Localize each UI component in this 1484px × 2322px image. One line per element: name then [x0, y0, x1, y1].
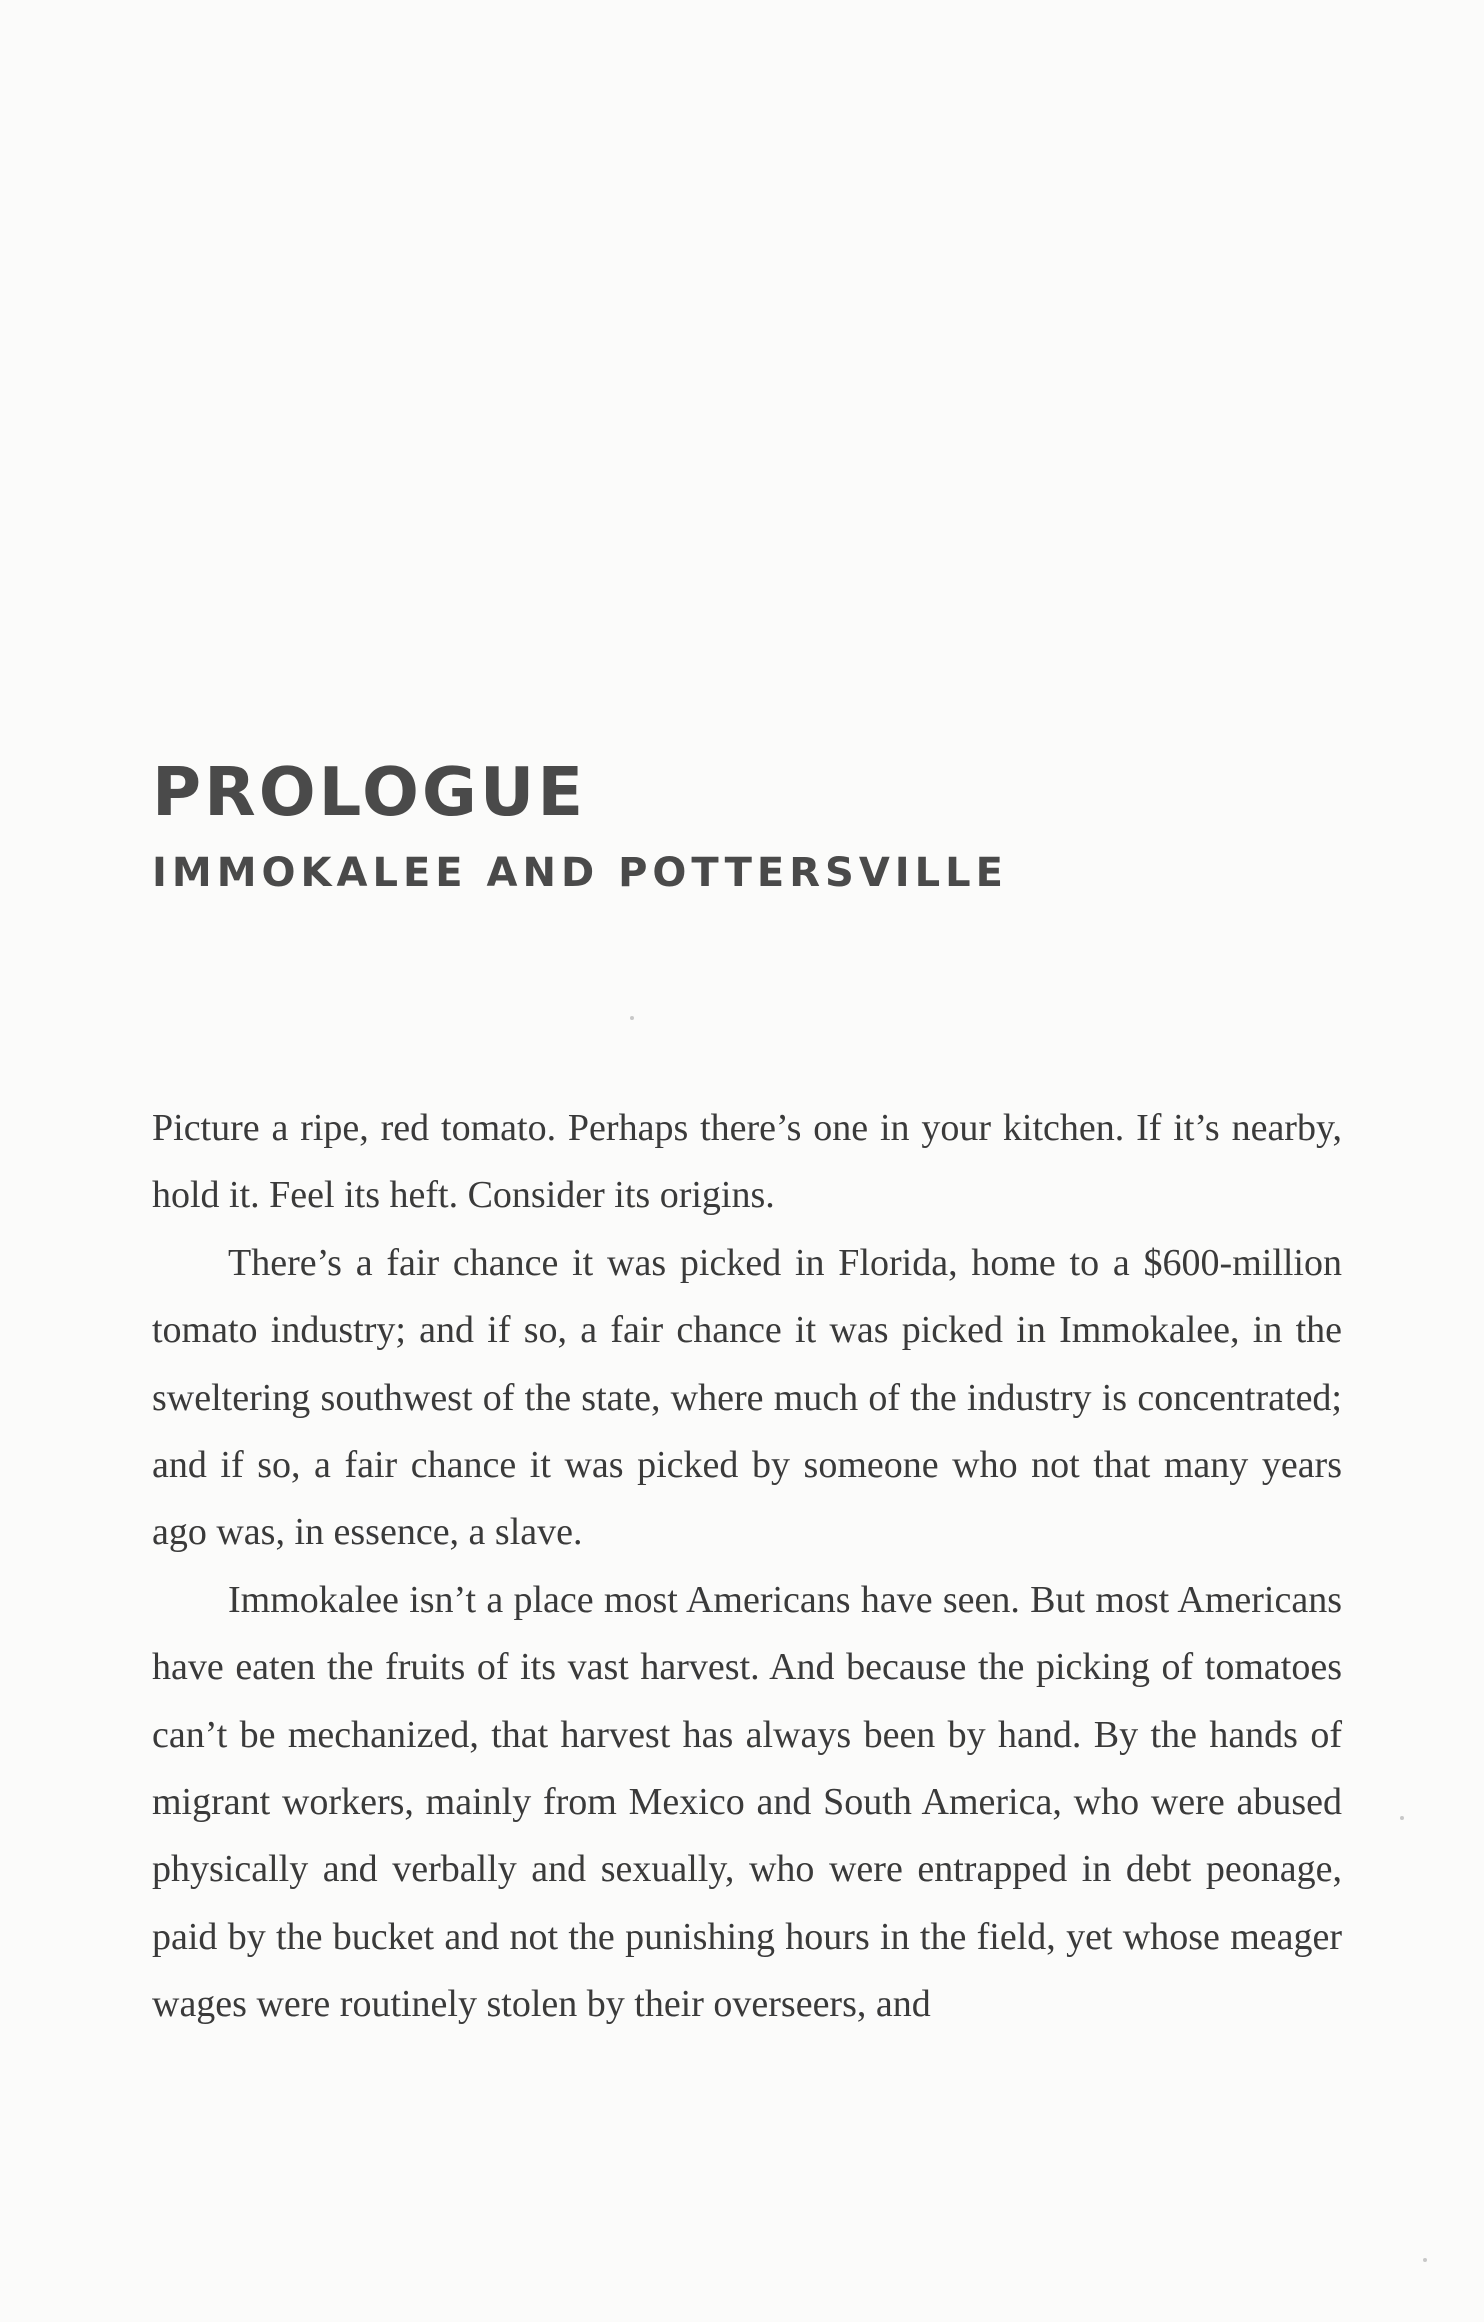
- print-speck: [1423, 2258, 1427, 2262]
- chapter-title: PROLOGUE: [152, 753, 587, 831]
- print-speck: [1400, 1816, 1404, 1820]
- chapter-subtitle: IMMOKALEE AND POTTERSVILLE: [152, 850, 1008, 896]
- body-text: [152, 1095, 1342, 2039]
- paragraph: Immokalee isn’t a place most Americans have seen. But most Americans have eaten the fruits of its vast harvest. And because the picking of tomatoes can’t be mechanized, that harvest has always been by hand. By the hands of migrant workers, mainly from Mexico and South America, who were abused physically and verbally and sexually, who were entrapped in debt peonage, paid by the bucket and not the punishing hours in the field, yet whose meager wages were routinely stolen by their overseers, and: [152, 1578, 1342, 2026]
- chapter-heading: [152, 752, 1352, 898]
- paragraph: There’s a fair chance it was picked in Florida, home to a $600-million tomato industry; and if so, a fair chance it was picked in Immokalee, in the sweltering southwest of the state, where much of the industry is concentrated; and if so, a fair chance it was picked by someone who not that many years ago was, in essence, a slave.: [152, 1241, 1342, 1554]
- print-speck: [630, 1016, 634, 1020]
- paragraph: Picture a ripe, red tomato. Perhaps there’s one in your kitchen. If it’s nearby, hold it. Feel its heft. Consider its origins.: [152, 1107, 1342, 1217]
